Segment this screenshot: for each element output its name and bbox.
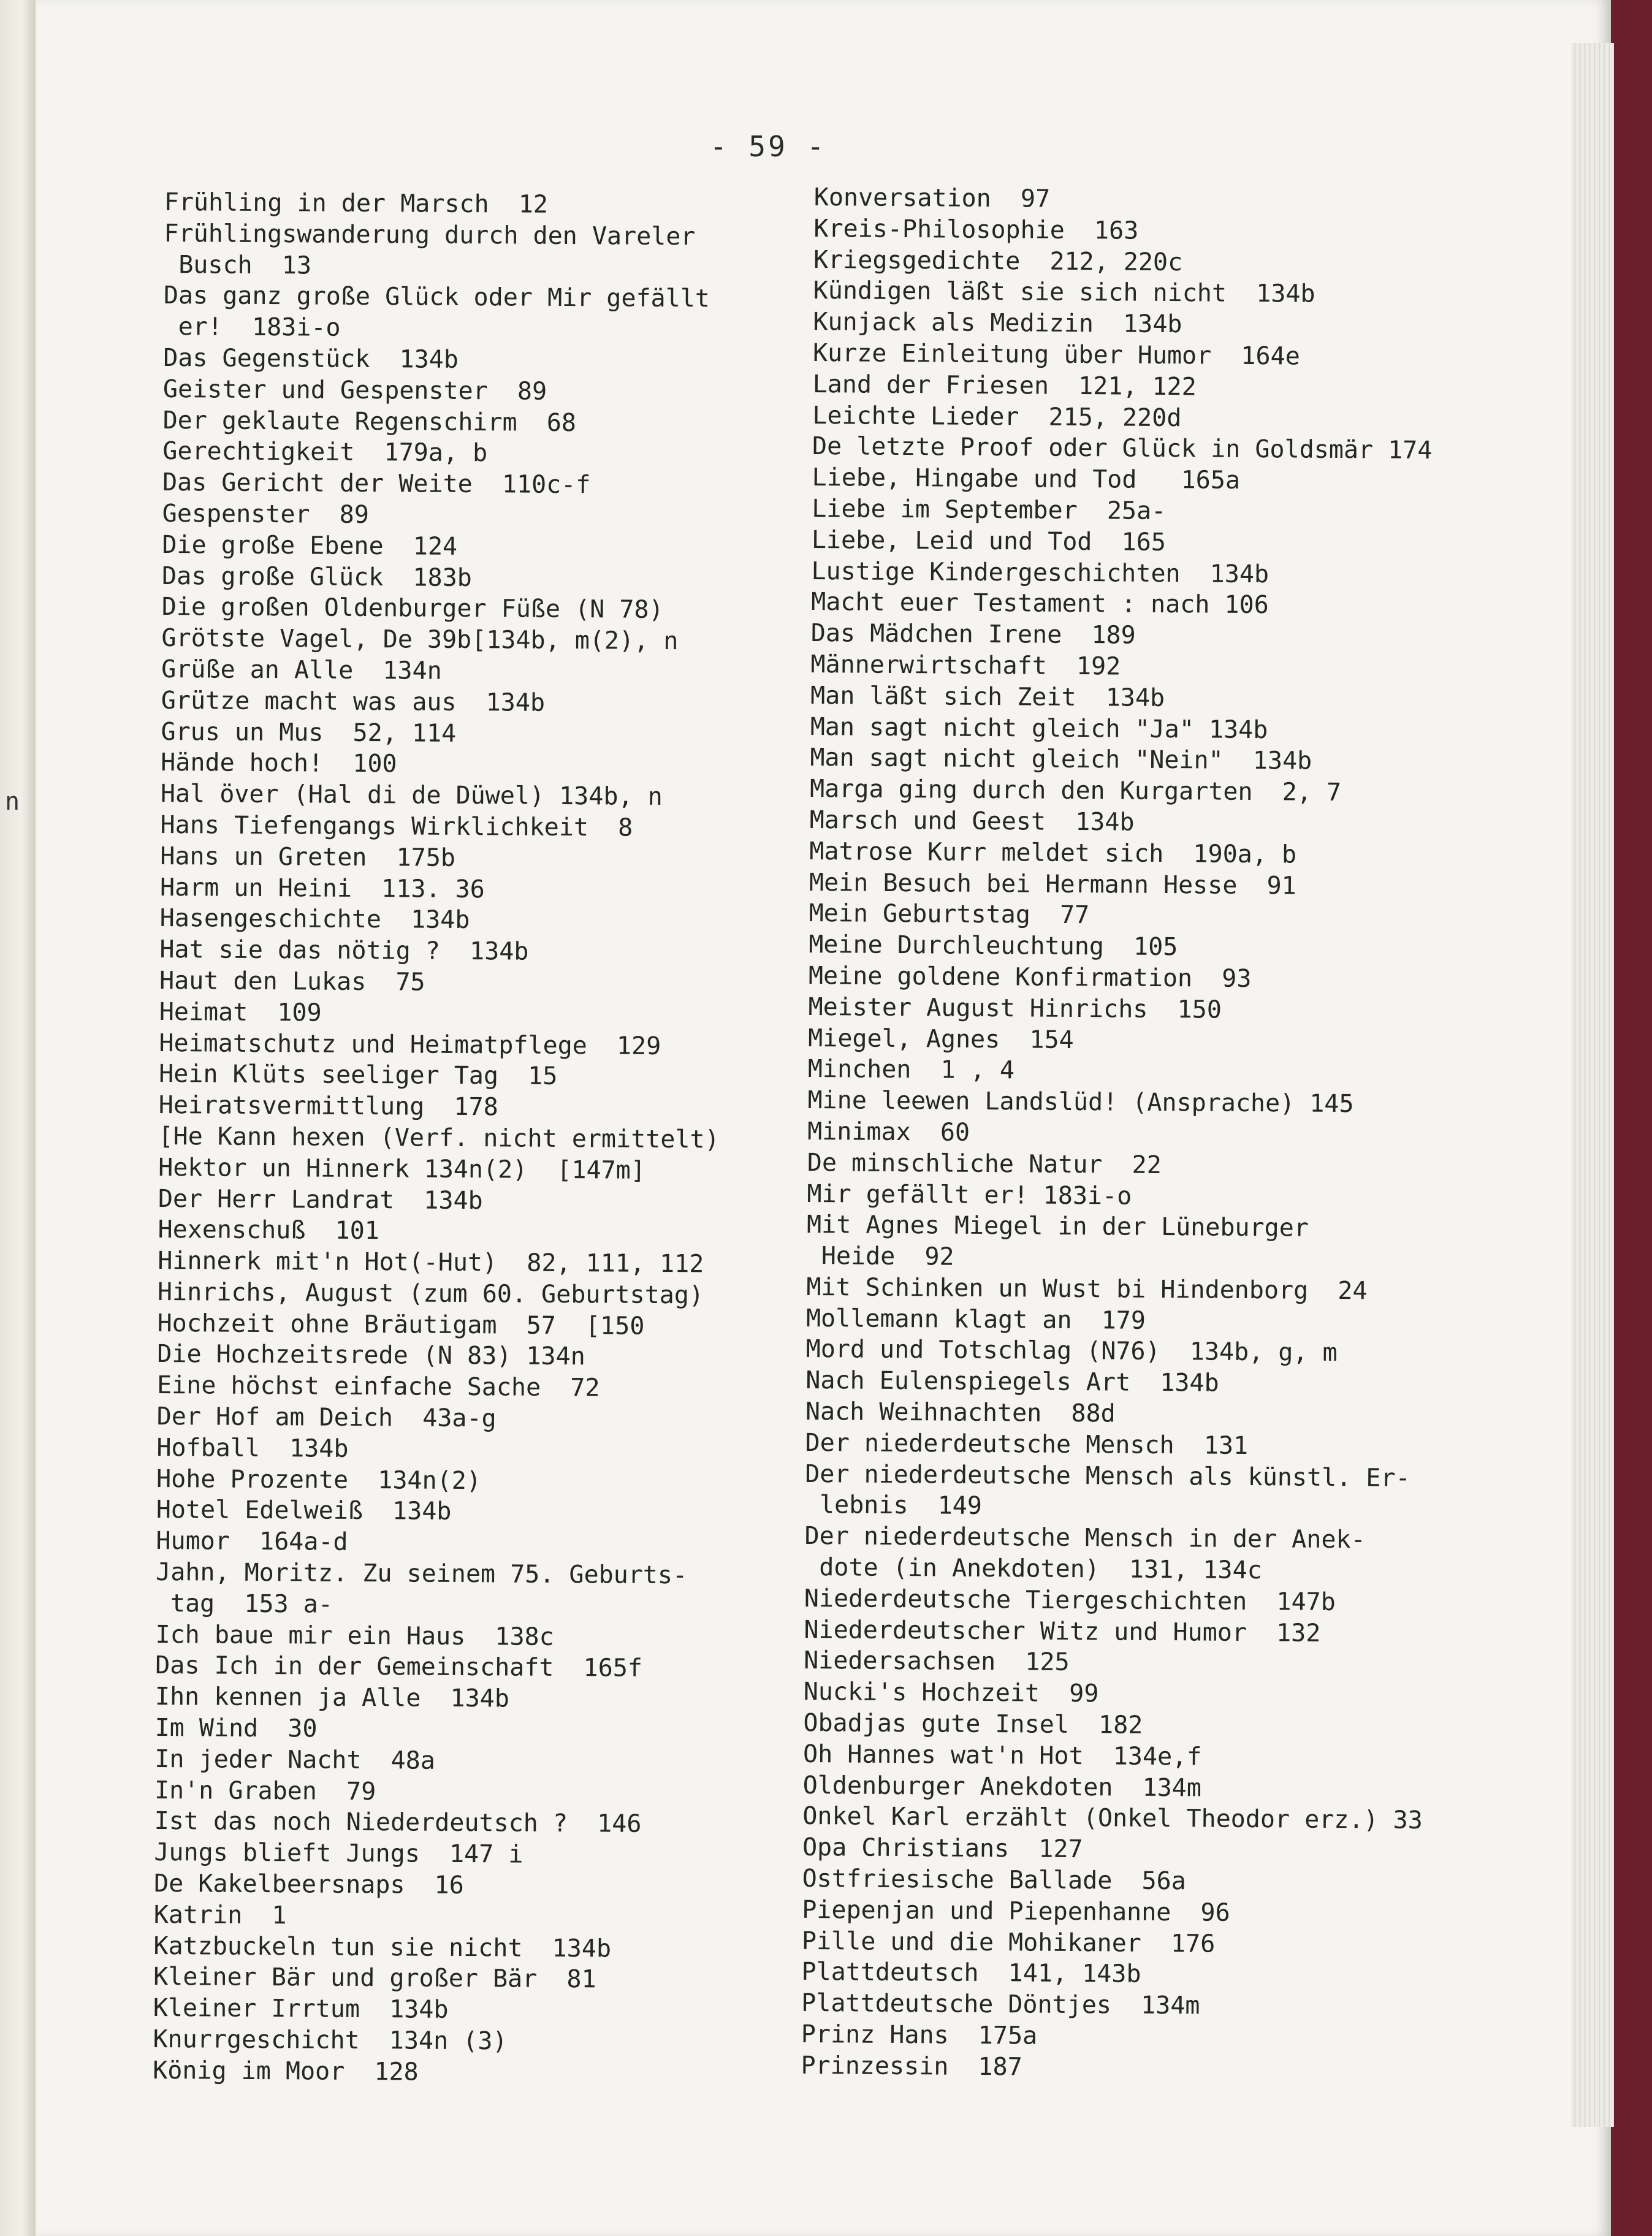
index-entry: Onkel Karl erzählt (Onkel Theodor erz.) 33 [802,1802,1423,1835]
index-entry: Jahn, Moritz. Zu seinem 75. Geburts- [156,1558,688,1590]
index-entry: Mollemann klagt an 179 [805,1304,1146,1335]
index-entry: Man sagt nicht gleich "Nein" 134b [810,743,1312,776]
index-entry: Der niederdeutsche Mensch in der Anek- [804,1522,1366,1554]
index-entry: Piepenjan und Piepenhanne 96 [802,1895,1230,1927]
index-entry: König im Moor 128 [153,2056,419,2086]
index-entry: Opa Christians 127 [802,1833,1083,1864]
index-entry: Kriegsgedichte 212, 220c [813,245,1183,276]
index-entry: Hofball 134b [156,1433,349,1463]
index-entry: Grüße an Alle 134n [161,655,442,685]
index-entry: Macht euer Testament : nach 106 [811,588,1269,620]
index-entry: Jungs blieft Jungs 147 i [154,1838,523,1869]
index-entry: Mit Schinken un Wust bi Hindenborg 24 [806,1272,1368,1306]
index-entry: Nach Weihnachten 88d [805,1398,1116,1428]
index-entry: er! 183i-o [163,313,341,342]
index-entry: Der Herr Landrat 134b [158,1184,483,1215]
index-entry: Kleiner Bär und großer Bär 81 [153,1963,596,1994]
index-entry: Hat sie das nötig ? 134b [159,935,529,966]
index-entry: Der geklaute Regenschirm 68 [162,406,577,437]
index-entry: Ich baue mir ein Haus 138c [155,1620,554,1651]
index-entry: Hochzeit ohne Bräutigam 57 [150 [157,1309,645,1340]
index-entry: Hohe Prozente 134n(2) [156,1464,482,1495]
index-entry: Obadjas gute Insel 182 [803,1708,1143,1740]
index-entry: Mine leewen Landslüd! (Ansprache) 145 [807,1086,1354,1119]
index-entry: Hans un Greten 175b [160,842,456,872]
facing-page-letter: n [5,788,20,816]
index-column-left [153,187,725,2090]
index-entry: Pille und die Mohikaner 176 [801,1926,1216,1958]
index-entry: Mein Besuch bei Hermann Hesse 91 [809,868,1296,900]
index-entry: Meine goldene Konfirmation 93 [808,961,1252,993]
index-entry: Minimax 60 [807,1117,970,1147]
index-entry: lebnis 149 [804,1491,983,1521]
index-entry: Das ganz große Glück oder Mir gefällt [163,281,710,313]
index-entry: Das Ich in der Gemeinschaft 165f [155,1651,643,1683]
index-entry: Frühlingswanderung durch den Vareler [164,219,696,251]
index-entry: Man sagt nicht gleich "Ja" 134b [810,712,1268,744]
index-entry: tag 153 a- [155,1589,333,1619]
index-entry: Leichte Lieder 215, 220d [812,401,1182,432]
index-entry: Hans Tiefengangs Wirklichkeit 8 [160,810,633,842]
index-entry: Ihn kennen ja Alle 134b [154,1683,510,1713]
index-entry: Der Hof am Deich 43a-g [156,1402,497,1433]
index-entry: Hexenschuß 101 [158,1215,379,1245]
index-entry: Marga ging durch den Kurgarten 2, 7 [809,775,1342,807]
index-entry: Gespenster 89 [162,499,370,530]
index-entry: Oh Hannes wat'n Hot 134e,f [802,1740,1202,1771]
index-entry: Katzbuckeln tun sie nicht 134b [153,1931,612,1963]
index-entry: Knurrgeschicht 134n (3) [153,2025,508,2056]
index-entry: Das Mädchen Irene 189 [810,619,1136,650]
index-entry: Prinzessin 187 [801,2051,1022,2082]
index-entry: Lustige Kindergeschichten 134b [811,557,1269,588]
index-entry: Plattdeutsch 141, 143b [801,1958,1141,1989]
index-entry: Matrose Kurr meldet sich 190a, b [809,837,1297,869]
index-entry: Mein Geburtstag 77 [809,899,1090,930]
index-entry: Im Wind 30 [154,1714,318,1743]
index-entry: Eine höchst einfache Sache 72 [156,1371,600,1402]
index-entry: Mit Agnes Miegel in der Lüneburger [806,1211,1309,1242]
index-entry: Katrin 1 [153,1900,287,1930]
index-entry: Mord und Totschlag (N76) 134b, g, m [805,1335,1338,1367]
index-entry: Miegel, Agnes 154 [808,1024,1074,1054]
index-entry: Heiratsvermittlung 178 [158,1091,498,1122]
index-entry: Humor 164a-d [156,1527,348,1557]
index-entry: Hektor un Hinnerk 134n(2) [147m] [158,1153,646,1185]
index-entry: Kleiner Irrtum 134b [153,1994,449,2025]
index-entry: Man läßt sich Zeit 134b [810,681,1165,712]
index-entry: Kurze Einleitung über Humor 164e [812,338,1300,371]
index-column-right [801,182,1434,2086]
index-entry: Liebe, Leid und Tod 165 [811,525,1167,557]
index-entry: Der niederdeutsche Mensch 131 [805,1428,1249,1460]
index-entry: Nucki's Hochzeit 99 [803,1678,1099,1708]
index-entry: Konversation 97 [813,183,1051,213]
index-entry: De minschliche Natur 22 [807,1148,1162,1179]
index-entry: Marsch und Geest 134b [809,805,1135,837]
document-page [36,0,1611,2236]
index-entry: Harm un Heini 113. 36 [159,873,485,903]
page-number: - 59 - [710,130,827,163]
index-entry: Ist das noch Niederdeutsch ? 146 [154,1807,642,1839]
index-entry: Minchen 1 , 4 [807,1055,1015,1085]
index-entry: Haut den Lukas 75 [159,966,425,997]
index-entry: Hände hoch! 100 [161,748,397,778]
index-entry: Der niederdeutsche Mensch als künstl. Er- [805,1459,1410,1493]
index-entry: De Kakelbeersnaps 16 [153,1869,464,1900]
facing-page-edge [0,0,36,2236]
index-entry: Grötste Vagel, De 39b[134b, m(2), n [161,624,679,656]
index-entry: In jeder Nacht 48a [154,1744,436,1775]
index-entry: Hal över (Hal di de Düwel) 134b, n [160,780,663,812]
index-entry: Hinnerk mit'n Hot(-Hut) 82, 111, 112 [158,1247,704,1279]
page-stack-edge [1571,43,1614,2127]
index-entry: Kündigen läßt sie sich nicht 134b [813,276,1315,309]
index-entry: Die Hochzeitsrede (N 83) 134n [157,1340,585,1371]
index-entry: Land der Friesen 121, 122 [812,370,1197,401]
index-entry: Das Gegenstück 134b [163,343,459,374]
index-entry: Kunjack als Medizin 134b [813,308,1182,339]
index-entry: Niederdeutscher Witz und Humor 132 [804,1615,1321,1648]
index-entry: Heide 92 [806,1242,954,1271]
index-entry: Liebe, Hingabe und Tod 165a [812,463,1241,495]
index-entry: Plattdeutsche Döntjes 134m [801,1989,1200,2020]
index-entry: Die große Ebene 124 [162,530,458,561]
index-entry: Heimat 109 [159,997,322,1027]
index-entry: dote (in Anekdoten) 131, 134c [804,1553,1262,1585]
index-entry: Hinrichs, August (zum 60. Geburtstag) [157,1277,704,1310]
index-entry: Ostfriesische Ballade 56a [802,1864,1186,1896]
index-entry: Geister und Gespenster 89 [162,375,547,406]
index-entry: Heimatschutz und Heimatpflege 129 [159,1029,661,1060]
index-entry: Busch 13 [164,250,312,280]
index-entry: Hotel Edelweiß 134b [156,1496,452,1526]
index-entry: Grütze macht was aus 134b [161,686,546,717]
index-entry: Niederdeutsche Tiergeschichten 147b [804,1584,1336,1616]
index-entry: Liebe im September 25a- [812,494,1167,525]
index-entry: Mir gefällt er! 183i-o [807,1179,1132,1211]
index-entry: Niedersachsen 125 [803,1646,1070,1677]
index-entry: Das große Glück 183b [161,561,472,592]
index-entry: Grus un Mus 52, 114 [161,717,457,748]
index-entry: Hein Klüts seeliger Tag 15 [159,1060,558,1091]
index-entry: Meister August Hinrichs 150 [808,992,1222,1024]
index-entry: Das Gericht der Weite 110c-f [162,468,591,500]
index-entry: Meine Durchleuchtung 105 [809,930,1178,962]
index-entry: Kreis-Philosophie 163 [813,214,1139,245]
index-entry: Prinz Hans 175a [801,2020,1038,2050]
index-entry: Hasengeschichte 134b [159,904,470,935]
index-entry: Oldenburger Anekdoten 134m [802,1771,1202,1803]
index-entry: Frühling in der Marsch 12 [164,188,549,219]
index-entry: Die großen Oldenburger Füße (N 78) [161,593,664,625]
index-entry: De letzte Proof oder Glück in Goldsmär 174 [812,432,1433,465]
index-entry: In'n Graben 79 [154,1776,376,1806]
index-entry: Männerwirtschaft 192 [810,650,1121,681]
index-entry: Gerechtigkeit 179a, b [162,437,488,468]
index-entry: Nach Eulenspiegels Art 134b [805,1366,1219,1398]
index-entry: [He Kann hexen (Verf. nicht ermittelt) [158,1122,720,1154]
